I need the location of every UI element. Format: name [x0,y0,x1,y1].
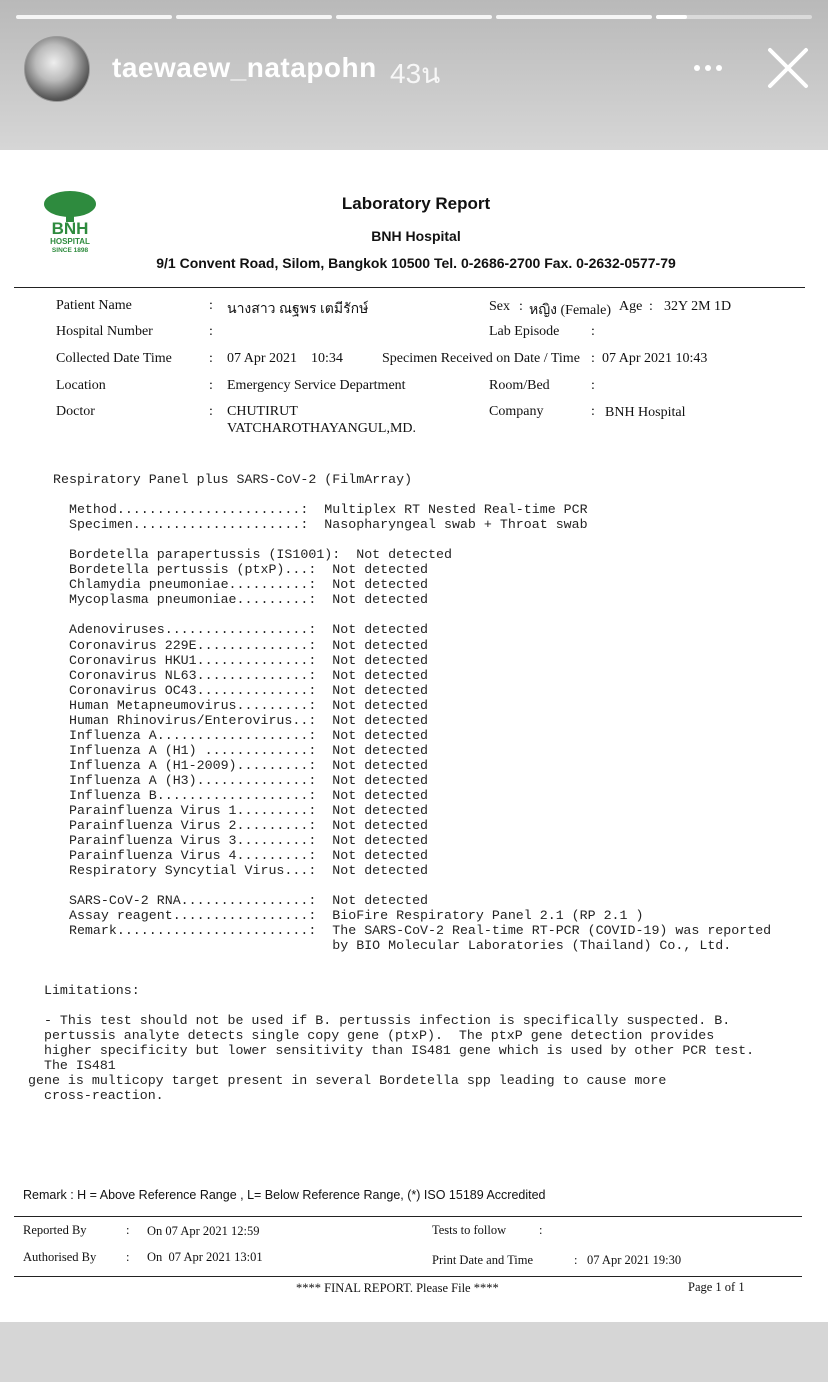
location-value: Emergency Service Department [227,378,406,393]
story-progress-segment [176,15,332,19]
bnh-hospital-logo [40,190,100,256]
reported-by-value: On 07 Apr 2021 12:59 [147,1224,260,1238]
company-label: Company [489,404,544,419]
colon: : [126,1223,130,1237]
logo-text-hospital: HOSPITAL [50,237,90,246]
colon: : [209,378,213,393]
print-date-value: 07 Apr 2021 19:30 [587,1253,682,1267]
colon: : [539,1223,543,1237]
colon: : [209,298,213,313]
more-horizontal-icon[interactable] [688,48,728,88]
print-date-label: Print Date and Time [432,1253,534,1267]
story-header [0,0,828,150]
reported-by-label: Reported By [23,1223,87,1237]
final-report-note: **** FINAL REPORT. Please File **** [296,1281,499,1295]
report-title: Laboratory Report [341,194,491,213]
colon: : [591,404,595,419]
story-progress-segment-track [656,15,812,19]
story-progress-fill [656,15,687,19]
colon: : [649,299,653,314]
room-bed-label: Room/Bed [489,378,550,393]
hospital-address: 9/1 Convent Road, Silom, Bangkok 10500 Tel. 0-2686-2700 Fax. 0-2632-0577-79 [156,255,676,271]
colon: : [209,404,213,419]
page-number: Page 1 of 1 [688,1280,745,1294]
sex-label: Sex [489,299,510,314]
authorised-by-label: Authorised By [23,1250,97,1264]
colon: : [209,324,213,339]
patient-name-label: Patient Name [56,298,132,313]
limitations-text: Limitations: - This test should not be used if B. pertussis infection is specifically suspected. B. pertussis analyte detects single copy gene (ptxP). The ptxP gene detection provides higher specificity but lower sensitivity than IS481 gene which is used by other PCR test. The IS481 gene is multicopy target present in several Bordetella spp leading to cause more cross-reaction. [28,983,755,1104]
location-label: Location [56,378,106,393]
avatar[interactable] [24,36,90,102]
age-value: 32Y 2M 1D [664,299,732,314]
reference-range-remark: Remark : H = Above Reference Range , L= Below Reference Range, (*) ISO 15189 Accredited [23,1188,546,1202]
hospital-number-label: Hospital Number [56,324,153,339]
divider [14,287,805,288]
colon: : [574,1253,578,1267]
story-footer [0,1322,828,1382]
lab-episode-label: Lab Episode [489,324,560,339]
divider [14,1216,802,1217]
doctor-value-line1: CHUTIRUT [227,404,298,419]
colon: : [591,351,595,366]
colon: : [591,378,595,393]
close-icon[interactable] [766,46,810,90]
hospital-name: BNH Hospital [371,228,461,244]
colon: : [591,324,595,339]
doctor-label: Doctor [56,404,95,419]
age-label: Age [619,299,643,314]
colon: : [519,299,523,314]
collected-value: 07 Apr 2021 10:34 [227,351,343,366]
respiratory-panel-results: Respiratory Panel plus SARS-CoV-2 (FilmArray) Method.......................: Multiplex RT Nested Real-time PCR Specimen.....................: Nasopharyngeal swab + Throat swab Bordetella parapertussis (IS1001): Not detected Bordetella pertussis (ptxP)...: Not detected Chlamydia pneumoniae..........: Not detected Mycoplasma pneumoniae.........: Not detected Adenoviruses..................: Not detected Coronavirus 229E..............: Not detected Coronavirus HKU1..............: Not detected Coronavirus NL63..............: Not detected Coronavirus OC43..............: Not detected Human Metapneumovirus.........: Not detected Human Rhinovirus/Enterovirus..: Not detected Influenza A...................: Not detected Influenza A (H1) .............: Not detected Influenza A (H1-2009).........: Not detected Influenza A (H3)..............: Not detected Influenza B...................: Not detected Parainfluenza Virus 1.........: Not detected Parainfluenza Virus 2.........: Not detected Parainfluenza Virus 3.........: Not detected Parainfluenza Virus 4.........: Not detected Respiratory Syncytial Virus...: Not detected SARS-CoV-2 RNA................: Not detected Assay reagent.................: BioFire Respiratory Panel 2.1 (RP 2.1 ) Remark........................: The SARS-CoV-2 Real-time RT-PCR (COVID-19) was reported by BIO Molecular Laboratories (Thailand) Co., Ltd. [53,472,772,954]
doctor-value-line2: VATCHAROTHAYANGUL,MD. [227,421,417,436]
patient-name-value: นางสาว ณฐพร เตมีรักษ์ [227,302,369,317]
story-progress-segment [16,15,172,19]
story-time-ago: 43น [390,58,441,89]
logo-text-bnh: BNH [51,219,89,238]
tests-to-follow-label: Tests to follow [432,1223,507,1237]
story-progress-segment [496,15,652,19]
logo-text-since: SINCE 1898 [51,247,89,254]
sex-value: หญิง (Female) [529,303,612,318]
authorised-by-value: On 07 Apr 2021 13:01 [147,1250,263,1264]
collected-label: Collected Date Time [56,351,172,366]
lab-report-document [0,150,828,1322]
received-label: Specimen Received on Date / Time [382,351,580,366]
company-value: BNH Hospital [605,405,686,420]
colon: : [209,351,213,366]
story-username[interactable]: taewaew_natapohn [112,52,377,83]
received-value: 07 Apr 2021 10:43 [602,351,708,366]
divider [14,1276,802,1277]
story-progress-segment [336,15,492,19]
colon: : [126,1250,130,1264]
